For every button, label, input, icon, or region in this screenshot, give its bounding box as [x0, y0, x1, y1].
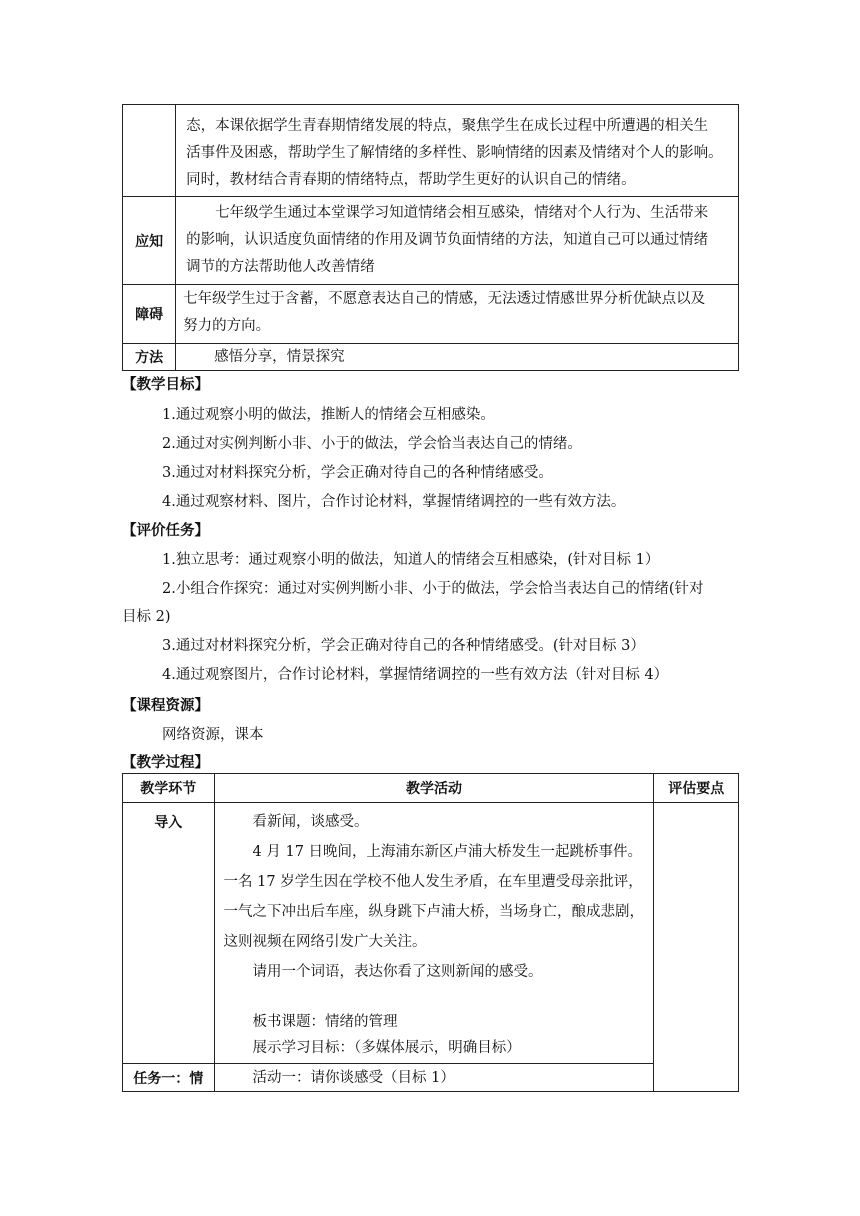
activity-cell: [214, 803, 654, 1064]
table-row: [123, 344, 739, 371]
activity-line-blank: [215, 987, 654, 1009]
table-row: [123, 803, 739, 1064]
evaluation-item: 2.小组合作探究：通过对实例判断小非、小于的做法，学会恰当表达自己的情绪(针对: [162, 581, 704, 597]
section-heading-goals: 【教学目标】: [122, 377, 209, 393]
stage-cell: 任务一：情: [123, 1064, 215, 1092]
content-line: 的影响，认识适度负面情绪的作用及调节负面情绪的方法，知道自己可以通过情绪: [186, 232, 709, 248]
header-evaluation: 评估要点: [654, 774, 739, 803]
content-line: 努力的方向。: [183, 318, 271, 334]
content-line: 同时，教材结合青春期的情绪特点，帮助学生更好的认识自己的情绪。: [186, 172, 636, 188]
activity-cell: [214, 1064, 654, 1092]
section-heading-process: 【教学过程】: [122, 755, 209, 771]
info-table: [122, 104, 739, 371]
activity-line: 板书课题：情绪的管理: [252, 1014, 398, 1030]
row-content: [176, 285, 739, 344]
goal-item: 4.通过观察材料、图片，合作讨论材料，掌握情绪调控的一些有效方法。: [162, 494, 626, 510]
row-label: 障碍: [123, 285, 176, 344]
row-label: [123, 105, 176, 197]
activity-line: 一气之下冲出后车座，纵身跳下卢浦大桥，当场身亡，酿成悲剧，: [223, 904, 645, 920]
activity-line: 看新闻，谈感受。: [252, 814, 369, 830]
goal-item: 3.通过对材料探究分析，学会正确对待自己的各种情绪感受。: [162, 465, 553, 481]
activity-line: 这则视频在网络引发广大关注。: [223, 934, 427, 950]
content-line: 感悟分享，情景探究: [214, 349, 345, 365]
row-label: 应知: [123, 197, 176, 285]
row-content: [176, 105, 739, 197]
table-row: [123, 1064, 739, 1092]
resources-text: 网络资源，课本: [162, 727, 264, 743]
activity-line: 活动一：请你谈感受（目标 1）: [252, 1069, 455, 1086]
stage-cell: 导入: [123, 803, 215, 1064]
content-line: 活事件及困惑，帮助学生了解情绪的多样性、影响情绪的因素及情绪对个人的影响。: [186, 145, 723, 161]
evaluation-item: 4.通过观察图片，合作讨论材料，掌握情绪调控的一些有效方法（针对目标 4）: [162, 667, 669, 683]
header-stage: 教学环节: [123, 774, 215, 803]
goal-item: 1.通过观察小明的做法，推断人的情绪会互相感染。: [162, 407, 495, 423]
evaluation-item-cont: 目标 2): [122, 609, 171, 625]
table-header-row: [123, 774, 739, 803]
table-row: [123, 285, 739, 344]
evaluation-item: 3.通过对材料探究分析，学会正确对待自己的各种情绪感受。(针对目标 3）: [162, 638, 645, 654]
content-line: 七年级学生过于含蓄，不愿意表达自己的情感，无法透过情感世界分析优缺点以及: [183, 291, 706, 307]
section-heading-evaluation: 【评价任务】: [122, 523, 209, 539]
activity-line: 请用一个词语，表达你看了这则新闻的感受。: [252, 964, 543, 980]
activity-line: 展示学习目标：（多媒体展示，明确目标）: [252, 1040, 521, 1056]
evaluation-cell: [654, 803, 739, 1092]
row-content: [176, 197, 739, 285]
goal-item: 2.通过对实例判断小非、小于的做法，学会恰当表达自己的情绪。: [162, 436, 582, 452]
table-row: [123, 197, 739, 285]
evaluation-item: 1.独立思考：通过观察小明的做法，知道人的情绪会互相感染，(针对目标 1）: [162, 552, 660, 568]
process-table: [122, 773, 739, 1092]
activity-line: 4 月 17 日晚间，上海浦东新区卢浦大桥发生一起跳桥事件。: [252, 844, 643, 860]
activity-line: 一名 17 岁学生因在学校不他人发生矛盾，在车里遭受母亲批评，: [223, 874, 643, 890]
row-label: 方法: [123, 344, 176, 371]
table-row: [123, 105, 739, 197]
content-line: 态，本课依据学生青春期情绪发展的特点，聚焦学生在成长过程中所遭遇的相关生: [186, 118, 709, 134]
header-activity: 教学活动: [214, 774, 654, 803]
content-line: 七年级学生通过本堂课学习知道情绪会相互感染，情绪对个人行为、生活带来: [215, 205, 709, 221]
content-line: 调节的方法帮助他人改善情绪: [186, 259, 375, 275]
row-content: [176, 344, 739, 371]
section-heading-resources: 【课程资源】: [122, 698, 209, 714]
